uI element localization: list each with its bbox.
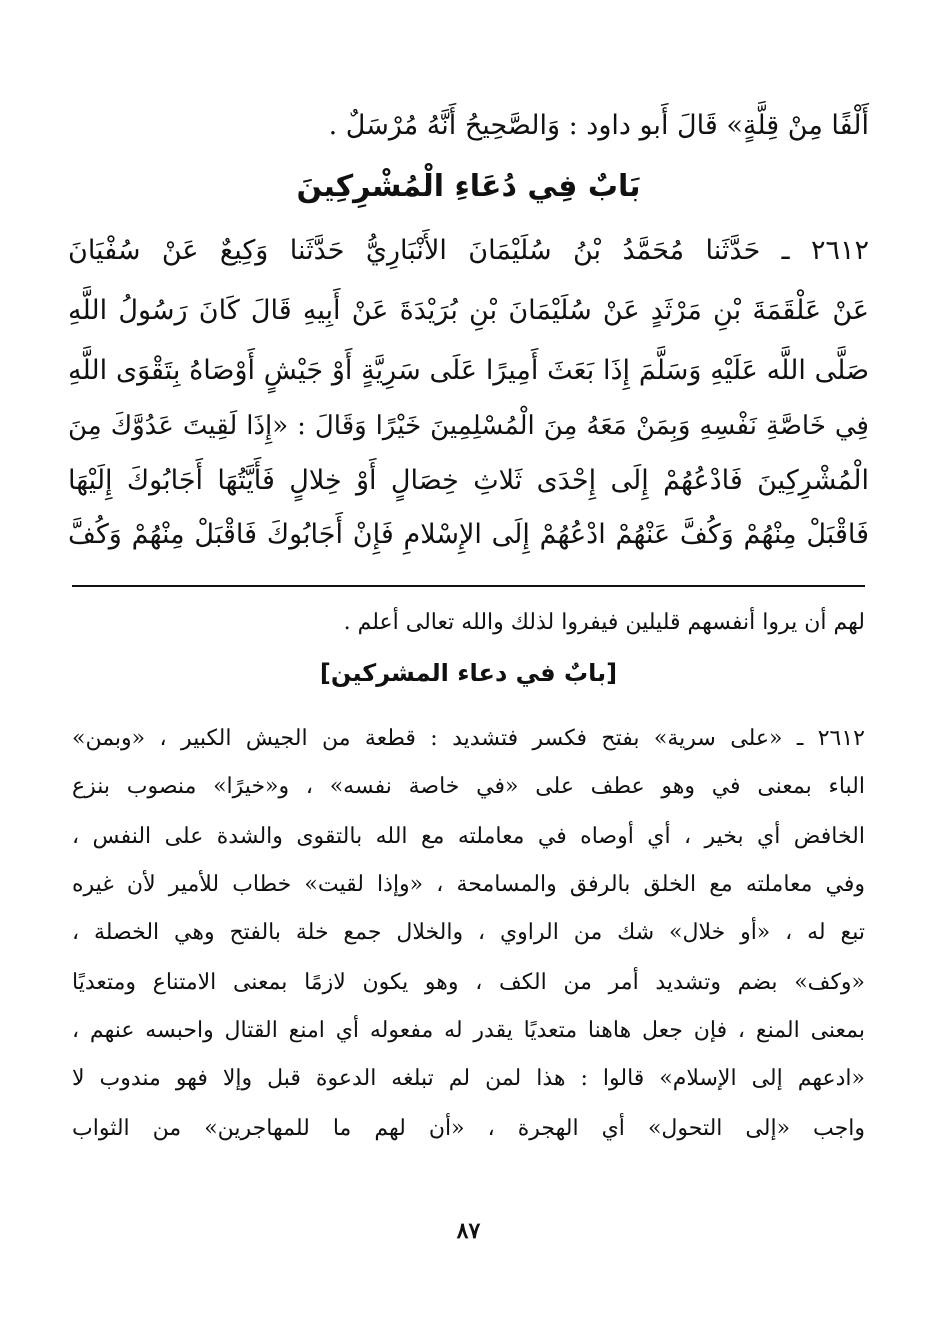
commentary-line: واجب «إلى التحول» أي الهجرة ، «أن لهم ما للمهاجرين» من الثواب xyxy=(72,1116,865,1141)
commentary-line: الخافض أي بخير ، أي أوصاه في معاملته مع الله بالتقوى والشدة على النفس ، xyxy=(72,824,865,849)
hadith-line: فِي خَاصَّةِ نَفْسِهِ وَبِمَنْ مَعَهُ مِنَ الْمُسْلِمِينَ خَيْرًا وَقَالَ : «إِذَا لَقِيتَ عَدُوَّكَ مِنَ xyxy=(68,411,869,441)
chapter-heading: بَابٌ فِي دُعَاءِ الْمُشْرِكِينَ xyxy=(296,169,641,204)
commentary-line: «وكف» بضم وتشديد أمر من الكف ، وهو يكون لازمًا بمعنى الامتناع ومتعديًا xyxy=(72,970,865,995)
hadith-line: ٢٦١٢ ـ حَدَّثَنا مُحَمَّدُ بْنُ سُلَيْمَانَ الأَنْبَارِيُّ حَدَّثَنا وَكِيعٌ عَنْ سُفْيَانَ xyxy=(68,235,869,266)
commentary-continuation-line: لهم أن يروا أنفسهم قليلين فيفروا لذلك والله تعالى أعلم . xyxy=(343,610,865,635)
hadith-line: عَنْ عَلْقَمَةَ بْنِ مَرْثَدٍ عَنْ سُلَيْمَانَ بْنِ بُرَيْدَةَ عَنْ أَبِيهِ قَالَ كَانَ رَسُولُ اللَّهِ xyxy=(68,295,869,326)
commentary-line: تبع له ، «أو خلال» شك من الراوي ، والخلال جمع خلة بالفتح وهي الخصلة ، xyxy=(72,920,865,945)
commentary-block xyxy=(72,0,865,1180)
page-number: ٨٧ xyxy=(456,1218,481,1244)
commentary-line: بمعنى المنع ، فإن جعل هاهنا متعديًا يقدر له مفعوله أي امنع القتال واحبسه عنهم ، xyxy=(72,1018,865,1043)
commentary-line: وفي معاملته مع الخلق بالرفق والمسامحة ، «وإذا لقيت» خطاب للأمير لأن غيره xyxy=(72,872,865,897)
hadith-line: فَاقْبَلْ مِنْهُمْ وَكُفَّ عَنْهُمْ ادْعُهُمْ إِلَى الإِسْلامِ فَإِنْ أَجَابُوكَ فَاقْبَلْ مِنْهُمْ وَكُفَّ xyxy=(68,519,869,550)
commentary-line: الباء بمعنى في وهو عطف على «في خاصة نفسه» ، و«خيرًا» منصوب بنزع xyxy=(72,774,865,799)
hadith-line: صَلَّى اللَّه عَلَيْهِ وَسَلَّمَ إِذَا بَعَثَ أَمِيرًا عَلَى سَرِيَّةٍ أَوْ جَيْشٍ أَوْصَاهُ بِتَقْوَى اللَّهِ xyxy=(68,355,869,386)
commentary-line: «ادعهم إلى الإسلام» قالوا : هذا لمن لم تبلغه الدعوة قبل وإلا فهو مندوب لا xyxy=(72,1066,865,1091)
commentary-heading: [بابٌ في دعاء المشركين] xyxy=(319,659,618,687)
continuation-line: أَلْفًا مِنْ قِلَّةٍ» قَالَ أَبو داود : وَالصَّحِيحُ أَنَّهُ مُرْسَلٌ . xyxy=(328,110,869,141)
hadith-line: الْمُشْرِكِينَ فَادْعُهُمْ إِلَى إِحْدَى ثَلاثِ خِصَالٍ أَوْ خِلالٍ فَأَيَّتُهَا أَجَابُوكَ إِلَيْهَا xyxy=(68,465,869,496)
commentary-line: ٢٦١٢ ـ «على سرية» بفتح فكسر فتشديد : قطعة من الجيش الكبير ، «وبمن» xyxy=(72,726,865,751)
